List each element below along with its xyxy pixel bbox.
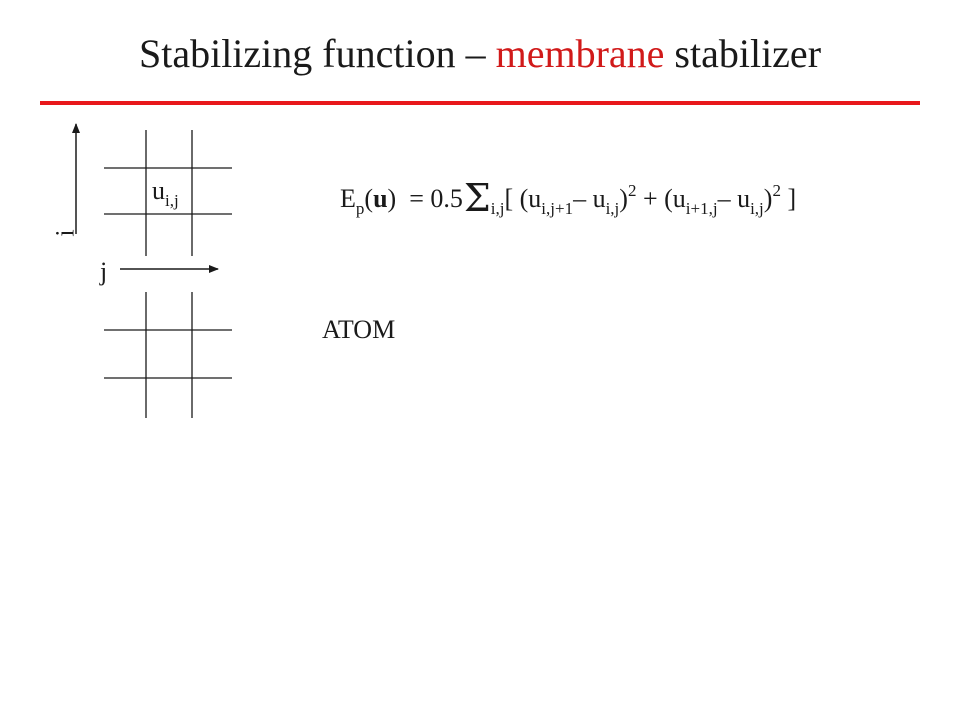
term1-close: ) xyxy=(619,184,628,213)
term2-sub2: i,j xyxy=(750,199,764,218)
cell-label xyxy=(152,176,179,210)
formula-lhs-arg: u xyxy=(373,184,388,213)
bottom-grid xyxy=(104,292,232,418)
term1-sub2: i,j xyxy=(605,199,620,218)
formula-plus: + (u xyxy=(636,184,686,213)
sigma-sub: i,j xyxy=(490,199,505,218)
formula-lhs-base: E xyxy=(340,184,356,213)
formula-lhs-open: ( xyxy=(364,184,374,213)
cell-label-sub: i,j xyxy=(165,191,179,210)
term2-sub: i+1,j xyxy=(685,199,718,218)
atom-label: ATOM xyxy=(322,315,396,344)
formula-end: ] xyxy=(780,184,797,213)
j-axis-label: j xyxy=(100,257,108,286)
formula-lhs-sub: p xyxy=(355,199,365,218)
title-accent: membrane xyxy=(495,31,665,76)
term1-exp: 2 xyxy=(627,181,637,200)
term2-close: ) xyxy=(763,184,773,213)
term1-sub: i,j+1 xyxy=(541,199,574,218)
term1-minus: – u xyxy=(573,184,606,213)
cell-label-base: u xyxy=(152,176,165,205)
formula-lhs-close: ) xyxy=(387,184,397,213)
sigma-symbol: Σ xyxy=(463,176,491,220)
formula-open: [ (u xyxy=(504,184,542,213)
i-axis-label: i xyxy=(50,229,80,237)
term2-exp: 2 xyxy=(772,181,781,200)
title-suffix: stabilizer xyxy=(674,31,822,76)
term2-minus: – u xyxy=(717,184,751,213)
title-prefix: Stabilizing function – xyxy=(138,31,486,76)
energy-formula xyxy=(340,172,797,220)
formula-eq: = 0.5 xyxy=(409,184,463,213)
